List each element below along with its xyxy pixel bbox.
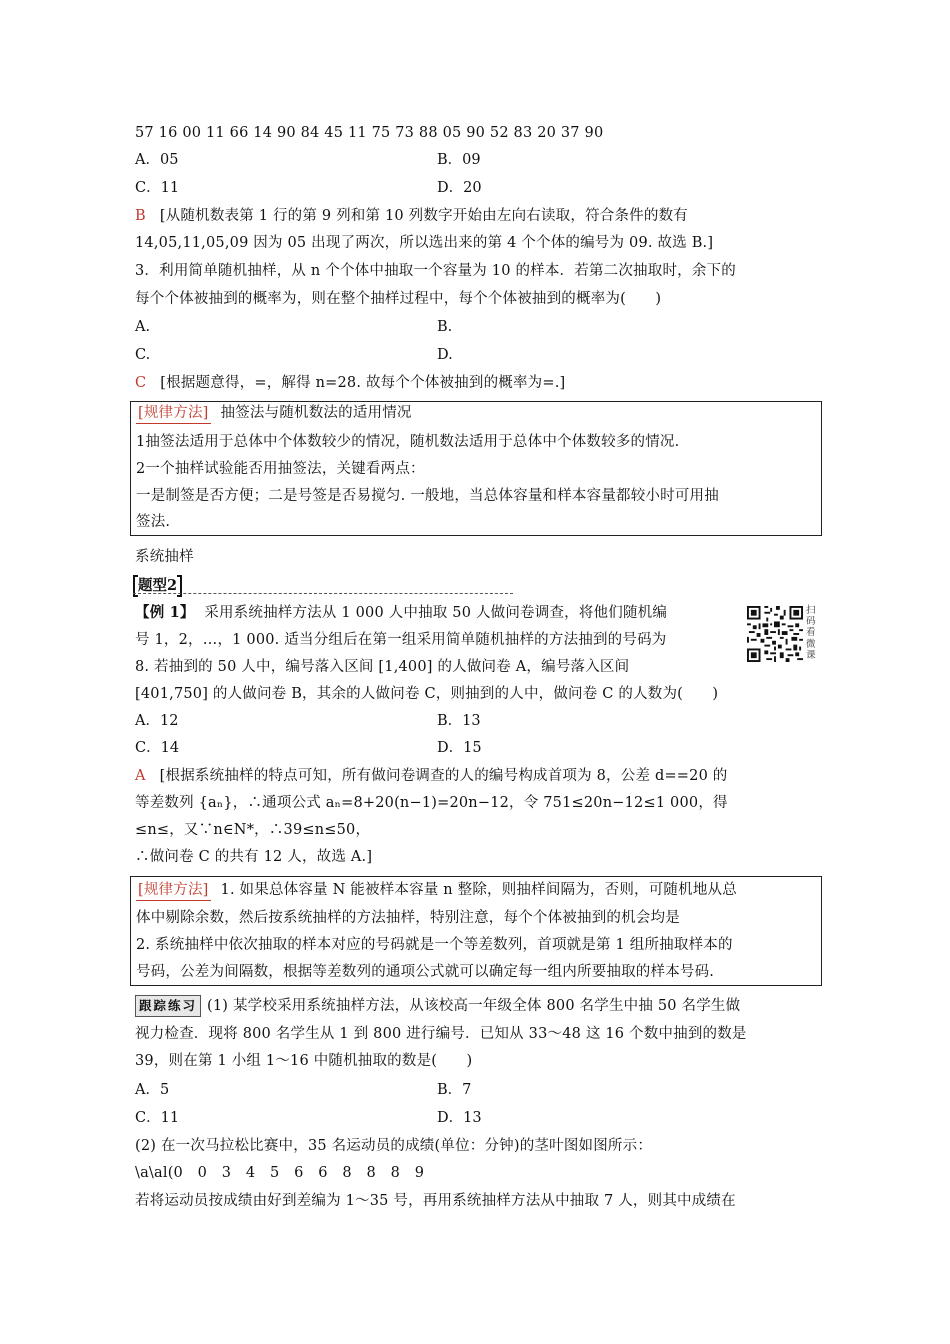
method-box-1-line-1: 1抽签法适用于总体中个体数较少的情况，随机数法适用于总体中个体数较多的情况. — [136, 434, 680, 450]
ex1-answer-line-2: 等差数列 {aₙ}，∴通项公式 aₙ=8+20(n−1)=20n−12，令 751≤20n−12≤1 000，得 — [135, 795, 728, 811]
q3-stem-line-2: 每个个体被抽到的概率为，则在整个抽样过程中，每个个体被抽到的概率为( ) — [135, 291, 662, 307]
example-1-line-3: 8. 若抽到的 50 人中，编号落入区间 [1,400] 的人做问卷 A，编号落入区间 — [135, 659, 630, 675]
practice2-line-1: (2) 在一次马拉松比赛中，35 名运动员的成绩(单位：分钟)的茎叶图如图所示： — [135, 1138, 653, 1154]
method-box-2-line-1 — [136, 880, 737, 901]
method-box-2-line-3: 2. 系统抽样中依次抽取的样本对应的号码就是一个等差数列，首项就是第 1 组所抽取样本的 — [136, 937, 733, 953]
q3-answer-letter: C — [135, 375, 147, 391]
method-box-2-line-4: 号码，公差为间隔数，根据等差数列的通项公式就可以确定每一组内所要抽取的样本号码. — [136, 964, 715, 980]
q3-option-d: D. — [437, 347, 453, 363]
ex1-answer-line-1 — [135, 766, 728, 786]
method-box-1 — [130, 401, 822, 536]
section-divider — [133, 593, 513, 594]
practice2-line-3: 若将运动员按成绩由好到差编为 1～35 号，再用系统抽样方法从中抽取 7 人，则其中成绩在 — [135, 1193, 736, 1209]
random-number-row: 57 16 00 11 66 14 90 84 45 11 75 73 88 05 90 52 83 20 37 90 — [135, 125, 604, 141]
method-box-1-line-2: 2一个抽样试验能否用抽签法，关键看两点： — [136, 461, 425, 477]
method-box-2 — [130, 876, 822, 986]
method-box-1-line-3: 一是制签是否方便；二是号签是否易搅匀. 一般地，当总体容量和样本容量都较小时可用抽 — [136, 488, 719, 504]
method-tag: [规律方法] — [136, 403, 211, 424]
practice-line-2: 视力检查．现将 800 名学生从 1 到 800 进行编号．已知从 33～48 这 16 个数中抽到的数是 — [135, 1026, 747, 1042]
q2-answer-line-2: 14,05,11,05,09 因为 05 出现了两次，所以选出来的第 4 个个体的编号为 09. 故选 B.] — [135, 235, 714, 251]
q3-option-a: A. — [135, 319, 151, 335]
practice-line-1 — [135, 995, 740, 1017]
example-1-text-1: 采用系统抽样方法从 1 000 人中抽取 50 人做问卷调查，将他们随机编 — [204, 605, 668, 621]
q3-answer-line — [135, 373, 565, 393]
example-label: 【例 1】 — [135, 604, 195, 621]
q2-option-a: A．05 — [135, 152, 179, 168]
practice-line-3: 39，则在第 1 小组 1～16 中随机抽取的数是( ) — [135, 1053, 473, 1069]
question-type-text: 题型2 — [138, 577, 178, 594]
method-box-1-title: 抽签法与随机数法的适用情况 — [220, 405, 412, 421]
practice-tag: 跟踪练习 — [135, 995, 201, 1017]
ex1-answer-line-3: ≤n≤，又∵n∈N*，∴39≤n≤50， — [135, 822, 371, 838]
example-1-line-2: 号 1，2，…，1 000. 适当分组后在第一组采用简单随机抽样的方法抽到的号码为 — [135, 632, 667, 648]
ex1-option-b: B．13 — [437, 713, 481, 729]
section-title: 系统抽样 — [135, 549, 194, 565]
qr-caption: 扫码看微课 — [806, 605, 816, 661]
ex1-answer-letter: A — [135, 768, 146, 784]
example-1-line-4: [401,750] 的人做问卷 B，其余的人做问卷 C，则抽到的人中，做问卷 C 的人数为( ) — [135, 686, 719, 702]
q3-option-b: B. — [437, 319, 453, 335]
q3-answer-text: [根据题意得，=，解得 n=28. 故每个个体被抽到的概率为=.] — [160, 375, 566, 391]
method-tag-2: [规律方法] — [136, 880, 211, 901]
q2-option-b: B．09 — [437, 152, 481, 168]
q3-option-c: C. — [135, 347, 151, 363]
ex1-option-c: C．14 — [135, 740, 180, 756]
method-box-1-heading — [136, 403, 412, 424]
method-box-2-line-2: 体中剔除余数，然后按系统抽样的方法抽样，特别注意，每个个体被抽到的机会均是 — [136, 910, 680, 926]
q2-option-c: C．11 — [135, 180, 180, 196]
q2-answer-letter: B — [135, 208, 146, 224]
qr-code-icon[interactable] — [747, 606, 803, 662]
practice-option-b: B．7 — [437, 1082, 472, 1098]
practice-text-1: (1) 某学校采用系统抽样方法，从该校高一年级全体 800 名学生中抽 50 名学生做 — [207, 998, 741, 1014]
method-box-1-line-4: 签法. — [136, 514, 171, 530]
practice-option-a: A．5 — [135, 1082, 170, 1098]
ex1-answer-line-4: ∴做问卷 C 的共有 12 人，故选 A.] — [135, 849, 373, 865]
q2-answer-line-1 — [135, 206, 688, 226]
q3-stem-line-1: 3．利用简单随机抽样，从 n 个个体中抽取一个容量为 10 的样本．若第二次抽取时，余下的 — [135, 263, 736, 279]
practice-option-c: C．11 — [135, 1110, 180, 1126]
q2-answer-text: [从随机数表第 1 行的第 9 列和第 10 列数字开始由左向右读取，符合条件的数有 — [159, 208, 688, 224]
ex1-option-d: D．15 — [437, 740, 482, 756]
q2-option-d: D．20 — [437, 180, 482, 196]
example-1-line-1 — [135, 603, 667, 623]
method-box-2-text-1: 1. 如果总体容量 N 能被样本容量 n 整除，则抽样间隔为，否则，可随机地从总 — [220, 882, 737, 898]
ex1-answer-text-1: [根据系统抽样的特点可知，所有做问卷调查的人的编号构成首项为 8，公差 d==20 的 — [159, 768, 728, 784]
ex1-option-a: A．12 — [135, 713, 179, 729]
practice-option-d: D．13 — [437, 1110, 482, 1126]
practice2-line-2: \a\al(0 0 3 4 5 6 6 8 8 8 9 — [135, 1165, 425, 1181]
